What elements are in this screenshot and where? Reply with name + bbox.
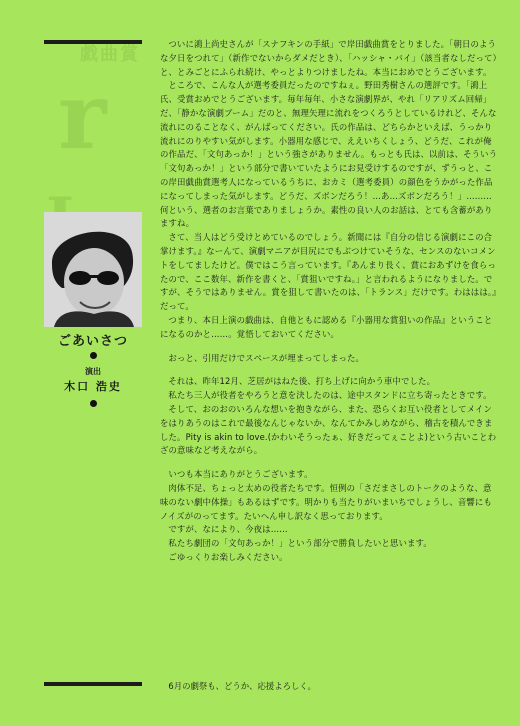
paragraph: 私たち三人が役者をやろうと意を決したのは、途中スタンドに立ち寄ったときです。 <box>168 390 492 401</box>
greeting-heading: ごあいさつ <box>57 334 128 349</box>
paragraph: 肉体不足、ちょっと太めの役者たちです。恒例の「さだまさしのトークのような、意味のない劇中体操」もあるはずです。明かりも当たりがいまいちでしょうし、音響にもノイズがのってます。たいへん申し訳なく思っております。 <box>160 482 492 521</box>
top-rule <box>44 40 142 44</box>
bottom-rule <box>44 682 142 686</box>
bullet-dot <box>90 400 97 407</box>
greeting-body <box>160 38 500 565</box>
author-photo-image <box>44 212 142 327</box>
paragraph: さて、当人はどう受けとめているのでしょう。新聞には『自分の信じる演劇にこの合掌けます。』なーんて、演劇マニアが目尻にでもぶつけていそうな、センスのないコメントをしてましたけど。僕ではこう言っています。『あんまり長く、賞におあずけを食らったので、ここ数年、新作を書くと、「賞狙いですね。」と言われるようになりました。ですが、そうではありません。賞を狙して書いたのは、「トランス」だけです。わははは。』だって。 <box>160 232 497 312</box>
closing-line: 6月の劇祭も、どうか、応援よろしく。 <box>168 681 316 691</box>
paragraph: いつも本当にありがとうございます。 <box>168 469 313 480</box>
paragraph: それは、昨年12月、芝居がはねた後、打ち上げに向かう車中でした。 <box>168 376 436 387</box>
paragraph: ごゆっくりお楽しみください。 <box>168 551 288 562</box>
watermark-glyph: 戯曲賞 <box>80 44 140 65</box>
paragraph: そして、おのおのいろんな想いを抱きながら、また、恐らくお互い役者としてメインをはりあうのはこれで最後なんじゃないか、なんてかみしめながら、稽古を積んできました。Pity is akin to love.(かわいそうったぁ、好きだってぇことよ)という古いことわざの意味など考えながら。 <box>160 403 497 456</box>
author-photo <box>44 212 142 327</box>
paragraph: 私たち劇団の「文句あっか！」という部分で勝負したいと思います。 <box>168 538 432 549</box>
watermark-glyph: r <box>58 62 107 170</box>
paragraph: おっと、引用だけでスペースが埋まってしまった。 <box>168 352 365 363</box>
bullet-dot <box>90 352 97 359</box>
paragraph: つまり、本日上演の戯曲は、自他ともに認める『小器用な賞狙いの作品』ということになるのかと……。覚悟しておいてください。 <box>160 314 493 339</box>
author-name: 木口 浩史 <box>64 380 122 393</box>
role-label: 演出 <box>85 367 101 376</box>
paragraph: ついに鴻上尚史さんが「スナフキンの手紙」で岸田戯曲賞をとりました。「朝日のような夕日をつれて」（新作でないからダメだとき）、「ハッシャ・バイ」（該当者なしだって）と、とみごとにふられ続け、やっとよりつけましたね。本当におめでとうございます。 <box>160 39 497 77</box>
paragraph: ですが、なにより、今夜は…… <box>168 524 288 535</box>
paragraph: ところで、こんな人が選考委員だったのですねぇ。野田秀樹さんの選評です。「鴻上氏、受賞おめでとうございます。毎年毎年、小さな演劇界が、やれ「リアリズム回帰」だ、「静かな演劇ブーム」だのと、無理矢理に流れをつくろうとしているけれど、そんな流れにのることなく、がんばってください。氏の作品は、どちらかといえば、うっかり流れにのりやすい気がします。小器用な感じで、ええいちくしょう、どうだ、これが俺の作品だ、「文句あっか！」という強さがありません。もっとも氏は、以前は、そういう「文句あっか！」という部分で書いていたようにお見受けするのですが、ずうっと、この岸田戯曲賞選考人になっているうちに、おカミ（選考委員）の顔色をうかがった作品になってしまった気がします。どうだ、ズボンだろう！…あ…ズボンだろう！」………何という、選者のお言葉でありましょうか。素性の良い人のお話は、とても含蓄がありますね。 <box>160 80 498 229</box>
